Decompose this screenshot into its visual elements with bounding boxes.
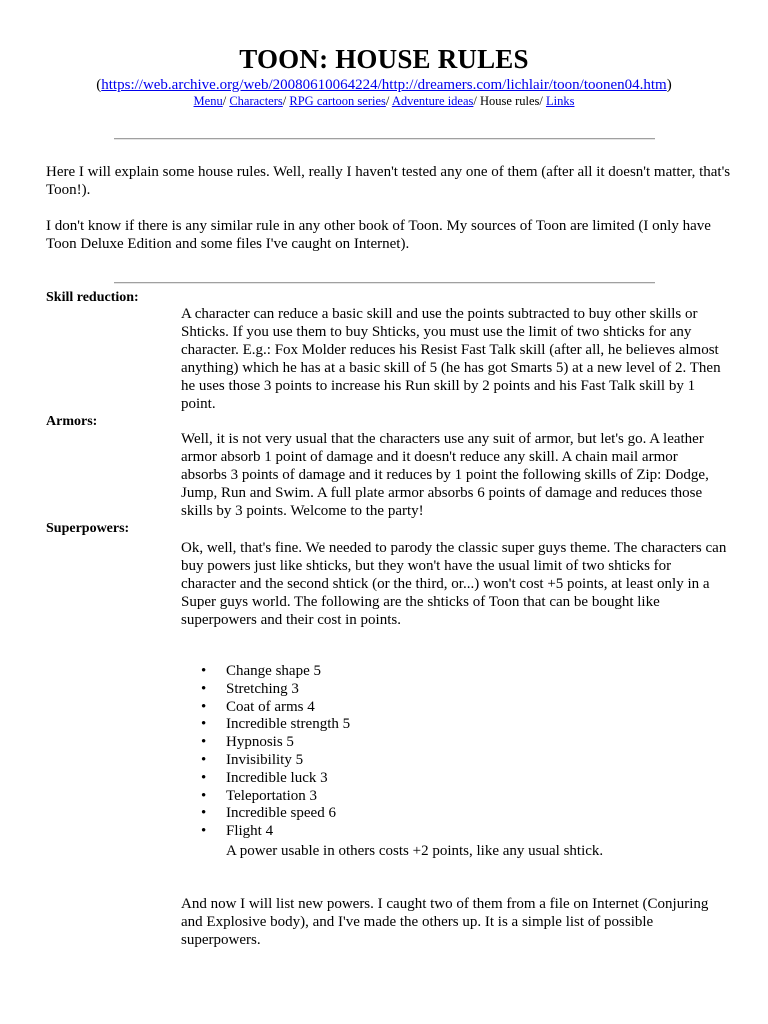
bullet-icon: • — [201, 769, 207, 786]
nav-separator: / — [473, 94, 480, 108]
nav-separator: / — [282, 94, 290, 108]
bullet-icon: • — [201, 751, 207, 768]
power-label: Invisibility 5 — [226, 751, 304, 768]
bullet-icon: • — [201, 698, 207, 715]
list-item — [181, 734, 701, 752]
powers-list — [181, 663, 701, 841]
intro-paragraph-1: Here I will explain some house rules. Well, really I haven't tested any one of them (after all it doesn't matter, that's Toon!). — [46, 164, 731, 198]
list-item — [181, 805, 701, 823]
powers-note: A power usable in others costs +2 points, like any usual shtick. — [226, 843, 604, 859]
power-label: Incredible luck 3 — [226, 769, 328, 786]
source-url-link[interactable]: https://web.archive.org/web/20080610064224/http://dreamers.com/lichlair/toon/toonen04.htm — [101, 77, 667, 93]
bullet-icon: • — [201, 680, 207, 697]
list-item — [181, 752, 701, 770]
bullet-icon: • — [201, 716, 207, 733]
power-label: Teleportation 3 — [226, 787, 318, 804]
source-line — [0, 77, 768, 94]
breadcrumb-nav — [0, 94, 768, 109]
power-label: Stretching 3 — [226, 680, 299, 697]
nav-link-characters[interactable]: Characters — [229, 94, 283, 108]
nav-separator: / — [222, 94, 230, 108]
bullet-icon: • — [201, 663, 207, 679]
list-item — [181, 716, 701, 734]
power-label: Flight 4 — [226, 823, 274, 840]
power-label: Incredible strength 5 — [226, 716, 351, 733]
divider-top — [114, 138, 655, 140]
bullet-icon: • — [201, 805, 207, 822]
list-item — [181, 823, 701, 841]
rule-term-superpowers: Superpowers: — [46, 521, 130, 536]
source-close-paren: ) — [666, 77, 672, 93]
nav-link-rpg-cartoon-series[interactable]: RPG cartoon series — [289, 94, 386, 108]
list-item — [181, 788, 701, 806]
power-label: Change shape 5 — [226, 663, 321, 679]
list-item — [181, 663, 701, 681]
rule-term-skill-reduction: Skill reduction: — [46, 290, 139, 305]
rule-term-armors: Armors: — [46, 414, 98, 429]
power-label: Coat of arms 4 — [226, 698, 315, 715]
bullet-icon: • — [201, 734, 207, 751]
power-label: Hypnosis 5 — [226, 734, 294, 751]
source-open-paren: ( — [96, 77, 102, 93]
divider-middle — [114, 282, 655, 284]
intro-paragraph-2: I don't know if there is any similar rule in any other book of Toon. My sources of Toon are limited (I only have Toon Deluxe Edition and some files I've caught on Internet). — [46, 218, 711, 252]
list-item — [181, 681, 701, 699]
rule-text-skill-reduction: A character can reduce a basic skill and use the points subtracted to buy other skills or Shticks. If you use them to buy Shticks, you must use the limit of two shticks for any character. E.g.: Fox Molder reduces his Resist Fast Talk skill (after all, he believes almost anything) which he has at a basic skill of 5 (he has got Smarts 5) at a new level of 2. Then he uses those 3 points to increase his Run skill by 2 points and his Fast Talk skill by 1 point. — [181, 306, 721, 412]
power-label: Incredible speed 6 — [226, 805, 336, 822]
list-item — [181, 770, 701, 788]
nav-separator: / — [539, 94, 546, 108]
page-title: TOON: HOUSE RULES — [239, 44, 529, 74]
list-item — [181, 699, 701, 717]
outro-paragraph: And now I will list new powers. I caught two of them from a file on Internet (Conjuring and Explosive body), and I've made the others up. It is a simple list of possible superpowers. — [181, 896, 709, 948]
rule-text-armors: Well, it is not very usual that the characters use any suit of armor, but let's go. A leather armor absorb 1 point of damage and it doesn't reduce any skill. A chain mail armor absorbs 3 points of damage and it reduces by 1 point the following skills of Zip: Dodge, Jump, Run and Swim. A full plate armor absorbs 6 points of damage and reduces those skills by 3 points. Welcome to the party! — [181, 431, 709, 519]
nav-separator: / — [385, 94, 392, 108]
rule-text-superpowers: Ok, well, that's fine. We needed to parody the classic super guys theme. The characters can buy powers just like shticks, but they won't have the usual limit of two shticks for character and the second shtick (or the third, or...) won't cost +5 points, at least only in a Super guys world. The following are the shticks of Toon that can be bought like superpowers and their cost in points. — [181, 540, 727, 628]
nav-link-adventure-ideas[interactable]: Adventure ideas — [391, 94, 474, 108]
nav-current-house-rules: House rules — [480, 94, 540, 108]
bullet-icon: • — [201, 823, 207, 840]
nav-link-links[interactable]: Links — [545, 94, 575, 108]
bullet-icon: • — [201, 787, 207, 804]
nav-link-menu[interactable]: Menu — [193, 94, 223, 108]
